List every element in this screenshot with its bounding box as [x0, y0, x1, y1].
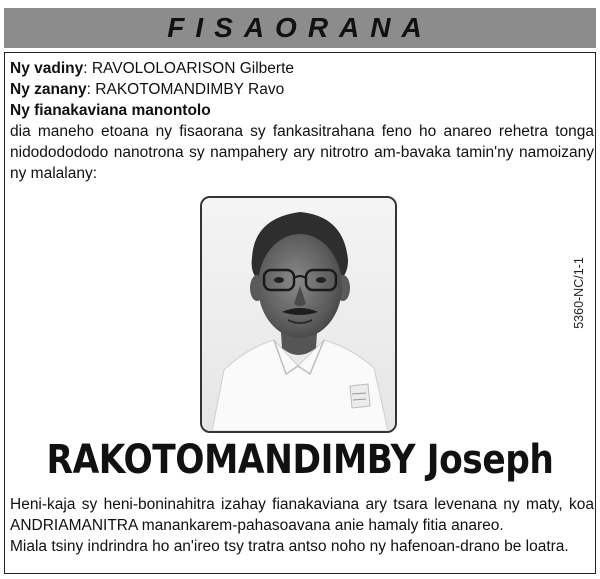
page-title: FISAORANA: [167, 12, 433, 43]
extended-family-line: [10, 100, 594, 121]
child-line: Ny zanany: RAKOTOMANDIMBY Ravo: [10, 81, 285, 98]
reference-code-text: 5360-NC/1-1: [572, 256, 587, 329]
child-name: RAKOTOMANDIMBY Ravo: [95, 81, 285, 98]
thanks-paragraph: dia maneho etoana ny fisaorana sy fankasitrahana feno ho anareo rehetra tonga nidododododo nanotrona sy nampahery ary nitrotro am-bavaka tamin'ny namoizany ny malalany:: [10, 123, 594, 182]
reference-code: [569, 245, 589, 340]
closing-paragraph-1: Heni-kaja sy heni-boninahitra izahay fianakaviana ary tsara levenana ny maty, koa ANDRIAMANITRA manankarem-pahasoavana anie hamaly fitia anareo.: [10, 496, 594, 534]
spouse-line: Ny vadiny: RAVOLOLOARISON Gilberte: [10, 60, 294, 77]
child-label: Ny zanany: [10, 81, 87, 98]
portrait-image: [202, 198, 395, 431]
notice-body: [10, 58, 594, 184]
spouse-name: RAVOLOLOARISON Gilberte: [91, 60, 294, 77]
deceased-name: RAKOTOMANDIMBY Joseph: [46, 437, 554, 483]
header-banner: [4, 8, 596, 48]
extended-family-label: Ny fianakaviana manontolo: [10, 102, 211, 119]
closing-text: [10, 494, 594, 557]
closing-paragraph-2: Miala tsiny indrindra ho an'ireo tsy tratra antso noho ny hafenoan-drano be loatra.: [10, 538, 569, 555]
spouse-label: Ny vadiny: [10, 60, 84, 77]
portrait-photo: [200, 196, 397, 433]
